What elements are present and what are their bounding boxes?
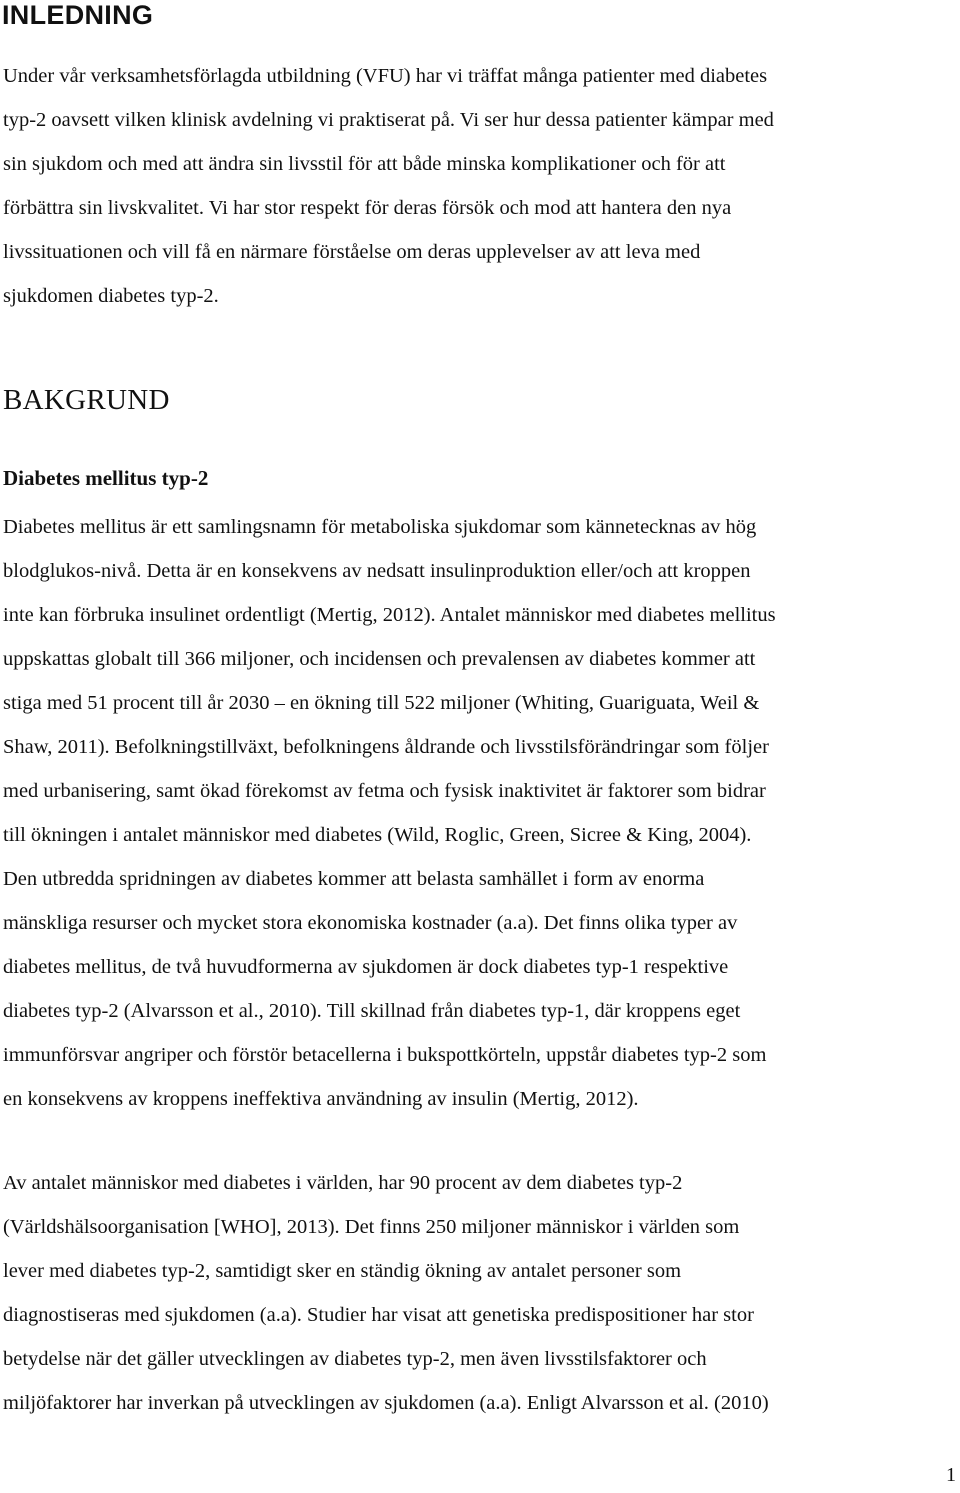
text-line: miljöfaktorer har inverkan på utvecklingen av sjukdomen (a.a). Enligt Alvarsson et al. (2010): [3, 1392, 769, 1414]
text-line: inte kan förbruka insulinet ordentligt (Mertig, 2012). Antalet människor med diabetes mellitus: [3, 604, 776, 626]
text-line: till ökningen i antalet människor med diabetes (Wild, Roglic, Green, Sicree & King, 2004).: [3, 824, 752, 846]
text-line: lever med diabetes typ-2, samtidigt sker en ständig ökning av antalet personer som: [3, 1260, 682, 1282]
text-line: Diabetes mellitus är ett samlingsnamn för metaboliska sjukdomar som kännetecknas av hög: [3, 516, 757, 538]
heading-inledning: INLEDNING: [2, 0, 154, 30]
paragraph-bakgrund-2: [3, 1161, 960, 1425]
text-line: immunförsvar angriper och förstör betacellerna i bukspottkörteln, uppstår diabetes typ-2 som: [3, 1044, 767, 1066]
text-line: diabetes typ-2 (Alvarsson et al., 2010). Till skillnad från diabetes typ-1, där kroppens eget: [3, 1000, 741, 1022]
text-line: diabetes mellitus, de två huvudformerna av sjukdomen är dock diabetes typ-1 respektive: [3, 956, 729, 978]
paragraph-inledning: [3, 54, 960, 318]
page-number: 1: [946, 1464, 956, 1486]
text-line: betydelse när det gäller utvecklingen av diabetes typ-2, men även livsstilsfaktorer och: [3, 1348, 707, 1370]
text-line: sjukdomen diabetes typ-2.: [3, 285, 219, 307]
text-line: en konsekvens av kroppens ineffektiva användning av insulin (Mertig, 2012).: [3, 1088, 639, 1110]
paragraph-bakgrund-1: [3, 505, 960, 1121]
text-line: Av antalet människor med diabetes i världen, har 90 procent av dem diabetes typ-2: [3, 1172, 683, 1194]
text-line: stiga med 51 procent till år 2030 – en ökning till 522 miljoner (Whiting, Guariguata, Weil &: [3, 692, 760, 714]
text-line: Den utbredda spridningen av diabetes kommer att belasta samhället i form av enorma: [3, 868, 705, 890]
text-line: med urbanisering, samt ökad förekomst av fetma och fysisk inaktivitet är faktorer som bidrar: [3, 780, 766, 802]
text-line: uppskattas globalt till 366 miljoner, och incidensen och prevalensen av diabetes kommer att: [3, 648, 756, 670]
text-line: livssituationen och vill få en närmare förståelse om deras upplevelser av att leva med: [3, 241, 701, 263]
text-line: blodglukos-nivå. Detta är en konsekvens av nedsatt insulinproduktion eller/och att kroppen: [3, 560, 751, 582]
text-line: sin sjukdom och med att ändra sin livsstil för att både minska komplikationer och för att: [3, 153, 726, 175]
text-line: Shaw, 2011). Befolkningstillväxt, befolkningens åldrande och livsstilsförändringar som följer: [3, 736, 769, 758]
text-line: Under vår verksamhetsförlagda utbildning (VFU) har vi träffat många patienter med diabetes: [3, 65, 768, 87]
text-line: förbättra sin livskvalitet. Vi har stor respekt för deras försök och mod att hantera den nya: [3, 197, 732, 219]
text-line: (Världshälsoorganisation [WHO], 2013). Det finns 250 miljoner människor i världen som: [3, 1216, 740, 1238]
heading-bakgrund: BAKGRUND: [3, 384, 170, 416]
text-line: diagnostiseras med sjukdomen (a.a). Studier har visat att genetiska predispositioner har stor: [3, 1304, 754, 1326]
text-line: mänskliga resurser och mycket stora ekonomiska kostnader (a.a). Det finns olika typer av: [3, 912, 738, 934]
text-line: typ-2 oavsett vilken klinisk avdelning vi praktiserat på. Vi ser hur dessa patienter kämpar med: [3, 109, 774, 131]
subheading-diabetes-mellitus: Diabetes mellitus typ-2: [3, 466, 209, 490]
